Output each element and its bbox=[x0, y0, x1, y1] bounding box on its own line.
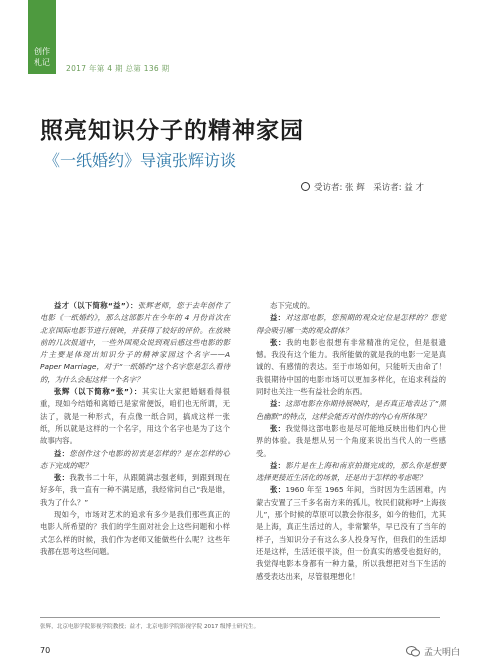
paragraph-text: 对这部电影，您预期的观众定位是怎样的？您觉得会吸引哪一类的观众群体？ bbox=[256, 313, 446, 335]
speaker-label: 益： bbox=[54, 448, 70, 458]
paragraph bbox=[256, 423, 446, 460]
watermark-text: 孟大明白 bbox=[423, 648, 460, 658]
circle-icon bbox=[301, 182, 310, 191]
right-column bbox=[256, 300, 446, 583]
paragraph-text: 现如今，市场对艺术的追求有多少是我们那些真正的电影人所希望的？我们的学生面对社会上这些问题和小样式怎么样的时候，我们作为老师又能做些什么呢？这些年我都在思考这些问题。 bbox=[40, 510, 230, 556]
paragraph-text: 态下完成的。 bbox=[270, 301, 315, 310]
paragraph bbox=[256, 300, 446, 312]
paragraph-text: 影片是在上海和南京拍摄完成的，那么你是想要选择更接近生活化的场景，还是出于怎样的考虑呢？ bbox=[256, 460, 446, 483]
speaker-label: 益： bbox=[270, 460, 286, 470]
paragraph bbox=[256, 398, 446, 423]
paragraph bbox=[40, 472, 230, 509]
paragraph-text: 张辉老师，您于去年创作了电影《一纸婚约》，那么这部影片在今年的 4 月份首次在北京国际电影节进行展映，并获得了较好的评价。在放映前的几次报道中，一些外国观众说到观后感这些电影的影片主要是体现出知识分子的精神家园这个名字——A Paper Marriage，对于“一纸婚约”这个名字您是怎么看待的，为什么会起这样一个名字？ bbox=[40, 301, 230, 384]
paragraph bbox=[40, 386, 230, 447]
speaker-label: 张辉（以下简称“张”）： bbox=[54, 387, 142, 397]
speaker-label: 张： bbox=[270, 485, 286, 495]
watermark bbox=[406, 645, 460, 658]
byline-text: 受访者: 张 辉 采访者: 益 才 bbox=[313, 183, 424, 193]
wechat-icon bbox=[406, 646, 420, 657]
section-tab bbox=[28, 0, 56, 74]
paragraph bbox=[256, 484, 446, 582]
speaker-label: 张： bbox=[270, 423, 286, 433]
paragraph-text: 您创作这个电影的初衷是怎样的？是在怎样的心态下完成的呢？ bbox=[40, 448, 230, 470]
left-column bbox=[40, 300, 230, 558]
paragraph bbox=[40, 448, 230, 473]
paragraph-text: 这部电影在你期待展映时，是否真正地表达了“黑色幽默”的特点，这样会能否对创作的内心有所体现？ bbox=[256, 399, 446, 421]
section-tab-line2: 札记 bbox=[34, 58, 50, 67]
paragraph-text: 1960 年至 1965 年间，当时因为生活困难，内蒙古安置了三千多名南方来的孤儿，牧民们就称呼“上海孩儿”，那个时候的草原可以教会你很多，如今的他们，尤其是上海，真正生活过的人，非常繁华，早已没有了当年的样子，当知识分子有这么多人投身写作，但我们的生活却还是这样，生活还很平淡，但一份真实的感受也挺好的，我觉得电影本身都有一种力量，所以我想把对当下生活的感受表达出来，尽管很理想化！ bbox=[256, 485, 446, 581]
paragraph-text: 我教书二十年，从跟随满志强老师，到跟到现在好多年，我一直有一种不满足感，我经常问自己“我是谁，我为了什么？” bbox=[40, 473, 230, 507]
footnote-divider bbox=[40, 617, 440, 618]
paragraph bbox=[256, 312, 446, 337]
paragraph bbox=[256, 460, 446, 485]
speaker-label: 益： bbox=[270, 399, 285, 409]
issue-label: 2017 年第 4 期 总第 136 期 bbox=[66, 64, 170, 73]
paragraph bbox=[256, 337, 446, 398]
speaker-label: 益才（以下简称“益”）： bbox=[54, 301, 138, 310]
speaker-label: 张： bbox=[270, 337, 287, 347]
paragraph-text: 其实让大家把婚姻看得很重，现如今结婚和离婚已是家常便饭，咱们也无所谓，无法了，就是一种形式，有点像一纸合同，搞成这样一张纸，所以就是这样的一个名字，用这个名字也是为了这个故事内容。 bbox=[40, 387, 230, 446]
speaker-label: 益： bbox=[270, 313, 286, 323]
article-subtitle: 《一纸婚约》导演张辉访谈 bbox=[44, 151, 237, 170]
speaker-label: 张： bbox=[54, 473, 70, 483]
paragraph bbox=[40, 509, 230, 558]
article-title: 照亮知识分子的精神家园 bbox=[40, 117, 304, 144]
paragraph-text: 我觉得这部电影也是尽可能地反映出他们内心世界的体验。我是想从另一个角度来说出当代人的一些感受。 bbox=[256, 423, 446, 458]
section-tab-line1: 创作 bbox=[34, 47, 50, 56]
footnote: 张辉，北京电影学院影视学院教授；益才，北京电影学院影视学院 2017 级博士研究生。 bbox=[40, 624, 260, 630]
paragraph-text: 我的电影也很想有非常精准的定位，但是很遗憾。我没有这个能力。我所能做的就是我的电影一定是真诚的、有感情的表达。至于市场如何，只能听天由命了！我很期待中国的电影市场可以更加多样化，在追求利益的同时也关注一些有益社会的东西。 bbox=[256, 337, 446, 397]
page-number: 70 bbox=[40, 646, 51, 655]
byline bbox=[301, 181, 424, 193]
paragraph bbox=[40, 300, 230, 386]
